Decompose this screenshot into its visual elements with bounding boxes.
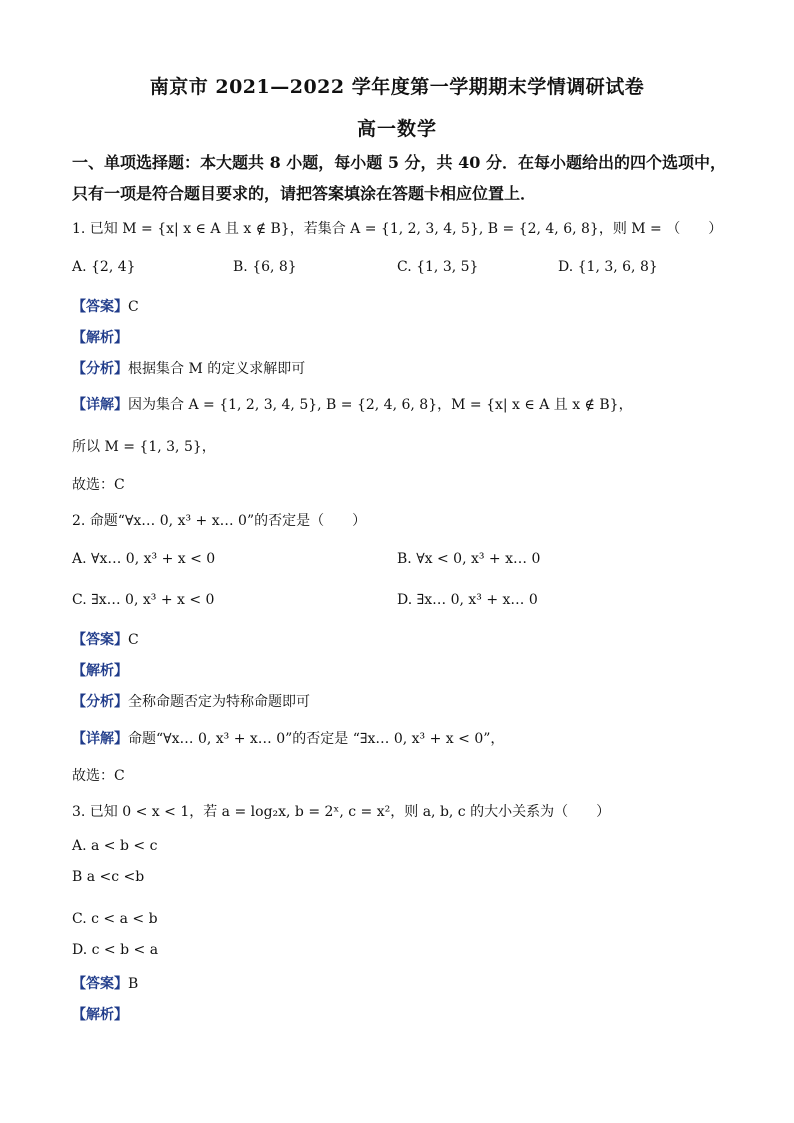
q2-option-c: C. ∃x… 0, x³ + x < 0 [72, 592, 215, 608]
q1-option-a: A. {2, 4} [72, 259, 136, 275]
answer-label: 【答案】 [72, 299, 128, 315]
q1-option-c: C. {1, 3, 5} [397, 259, 479, 275]
q3-stem: 3. 已知 0 < x < 1，若 a = log₂x, b = 2ˣ, c = x²，则 a, b, c 的大小关系为（ ） [72, 804, 611, 820]
exam-subtitle: 高一数学 [356, 118, 437, 140]
q1-so-line: 所以 M = {1, 3, 5}， [72, 439, 216, 455]
q2-choose-line: 故选：C [72, 768, 125, 784]
q1-stem: 1. 已知 M = {x| x ∈ A 且 x ∉ B}，若集合 A = {1, 2, 3, 4, 5}, B = {2, 4, 6, 8}，则 M = （ ） [72, 221, 723, 237]
answer-label: 【答案】 [72, 632, 128, 648]
exam-title: 南京市 2021—2022 学年度第一学期期末学情调研试卷 [149, 76, 645, 98]
analysis-label: 【解析】 [72, 330, 128, 346]
detail-label: 【详解】 [72, 731, 128, 747]
section-heading-line1: 一、单项选择题：本大题共 8 小题，每小题 5 分，共 40 分．在每小题给出的四个选项中， [72, 153, 726, 172]
q2-option-b: B. ∀x < 0, x³ + x… 0 [397, 551, 541, 567]
q3-option-c: C. c < a < b [72, 911, 158, 927]
q2-answer-value: C [128, 632, 139, 648]
q1-detail-row [72, 394, 633, 414]
q3-analysis-row [72, 1004, 128, 1024]
q2-analysis-row [72, 660, 128, 680]
q2-option-d: D. ∃x… 0, x³ + x… 0 [397, 592, 538, 608]
analysis-label: 【解析】 [72, 1007, 128, 1023]
q3-option-a: A. a < b < c [72, 838, 158, 854]
q2-stem: 2. 命题“∀x… 0, x³ + x… 0”的否定是（ ） [72, 513, 367, 529]
q1-option-d: D. {1, 3, 6, 8} [558, 259, 658, 275]
q2-detail-text: 命题“∀x… 0, x³ + x… 0”的否定是 “∃x… 0, x³ + x < 0”， [128, 731, 505, 747]
q1-detail-text: 因为集合 A = {1, 2, 3, 4, 5}, B = {2, 4, 6, 8}，M = {x| x ∈ A 且 x ∉ B}， [128, 397, 633, 413]
answer-label: 【答案】 [72, 976, 128, 992]
q1-answer-row [72, 296, 139, 316]
q1-option-b: B. {6, 8} [233, 259, 297, 275]
q3-answer-value: B [128, 976, 139, 992]
q2-option-a: A. ∀x… 0, x³ + x < 0 [72, 551, 216, 567]
q2-fenxi-text: 全称命题否定为特称命题即可 [128, 694, 310, 710]
q1-analysis-row [72, 327, 128, 347]
q2-detail-row [72, 728, 504, 748]
analysis-label: 【解析】 [72, 663, 128, 679]
q2-fenxi-row [72, 691, 310, 711]
q3-answer-row [72, 973, 138, 993]
q3-option-b: B a <c <b [72, 869, 145, 885]
q1-fenxi-text: 根据集合 M 的定义求解即可 [128, 361, 306, 377]
q1-answer-value: C [128, 299, 139, 315]
section-heading-line2: 只有一项是符合题目要求的，请把答案填涂在答题卡相应位置上． [72, 184, 537, 203]
q1-fenxi-row [72, 358, 305, 378]
detail-label: 【详解】 [72, 397, 128, 413]
fenxi-label: 【分析】 [72, 694, 128, 710]
q1-choose-line: 故选：C [72, 477, 125, 493]
q2-answer-row [72, 629, 139, 649]
q3-option-d: D. c < b < a [72, 942, 159, 958]
fenxi-label: 【分析】 [72, 361, 128, 377]
